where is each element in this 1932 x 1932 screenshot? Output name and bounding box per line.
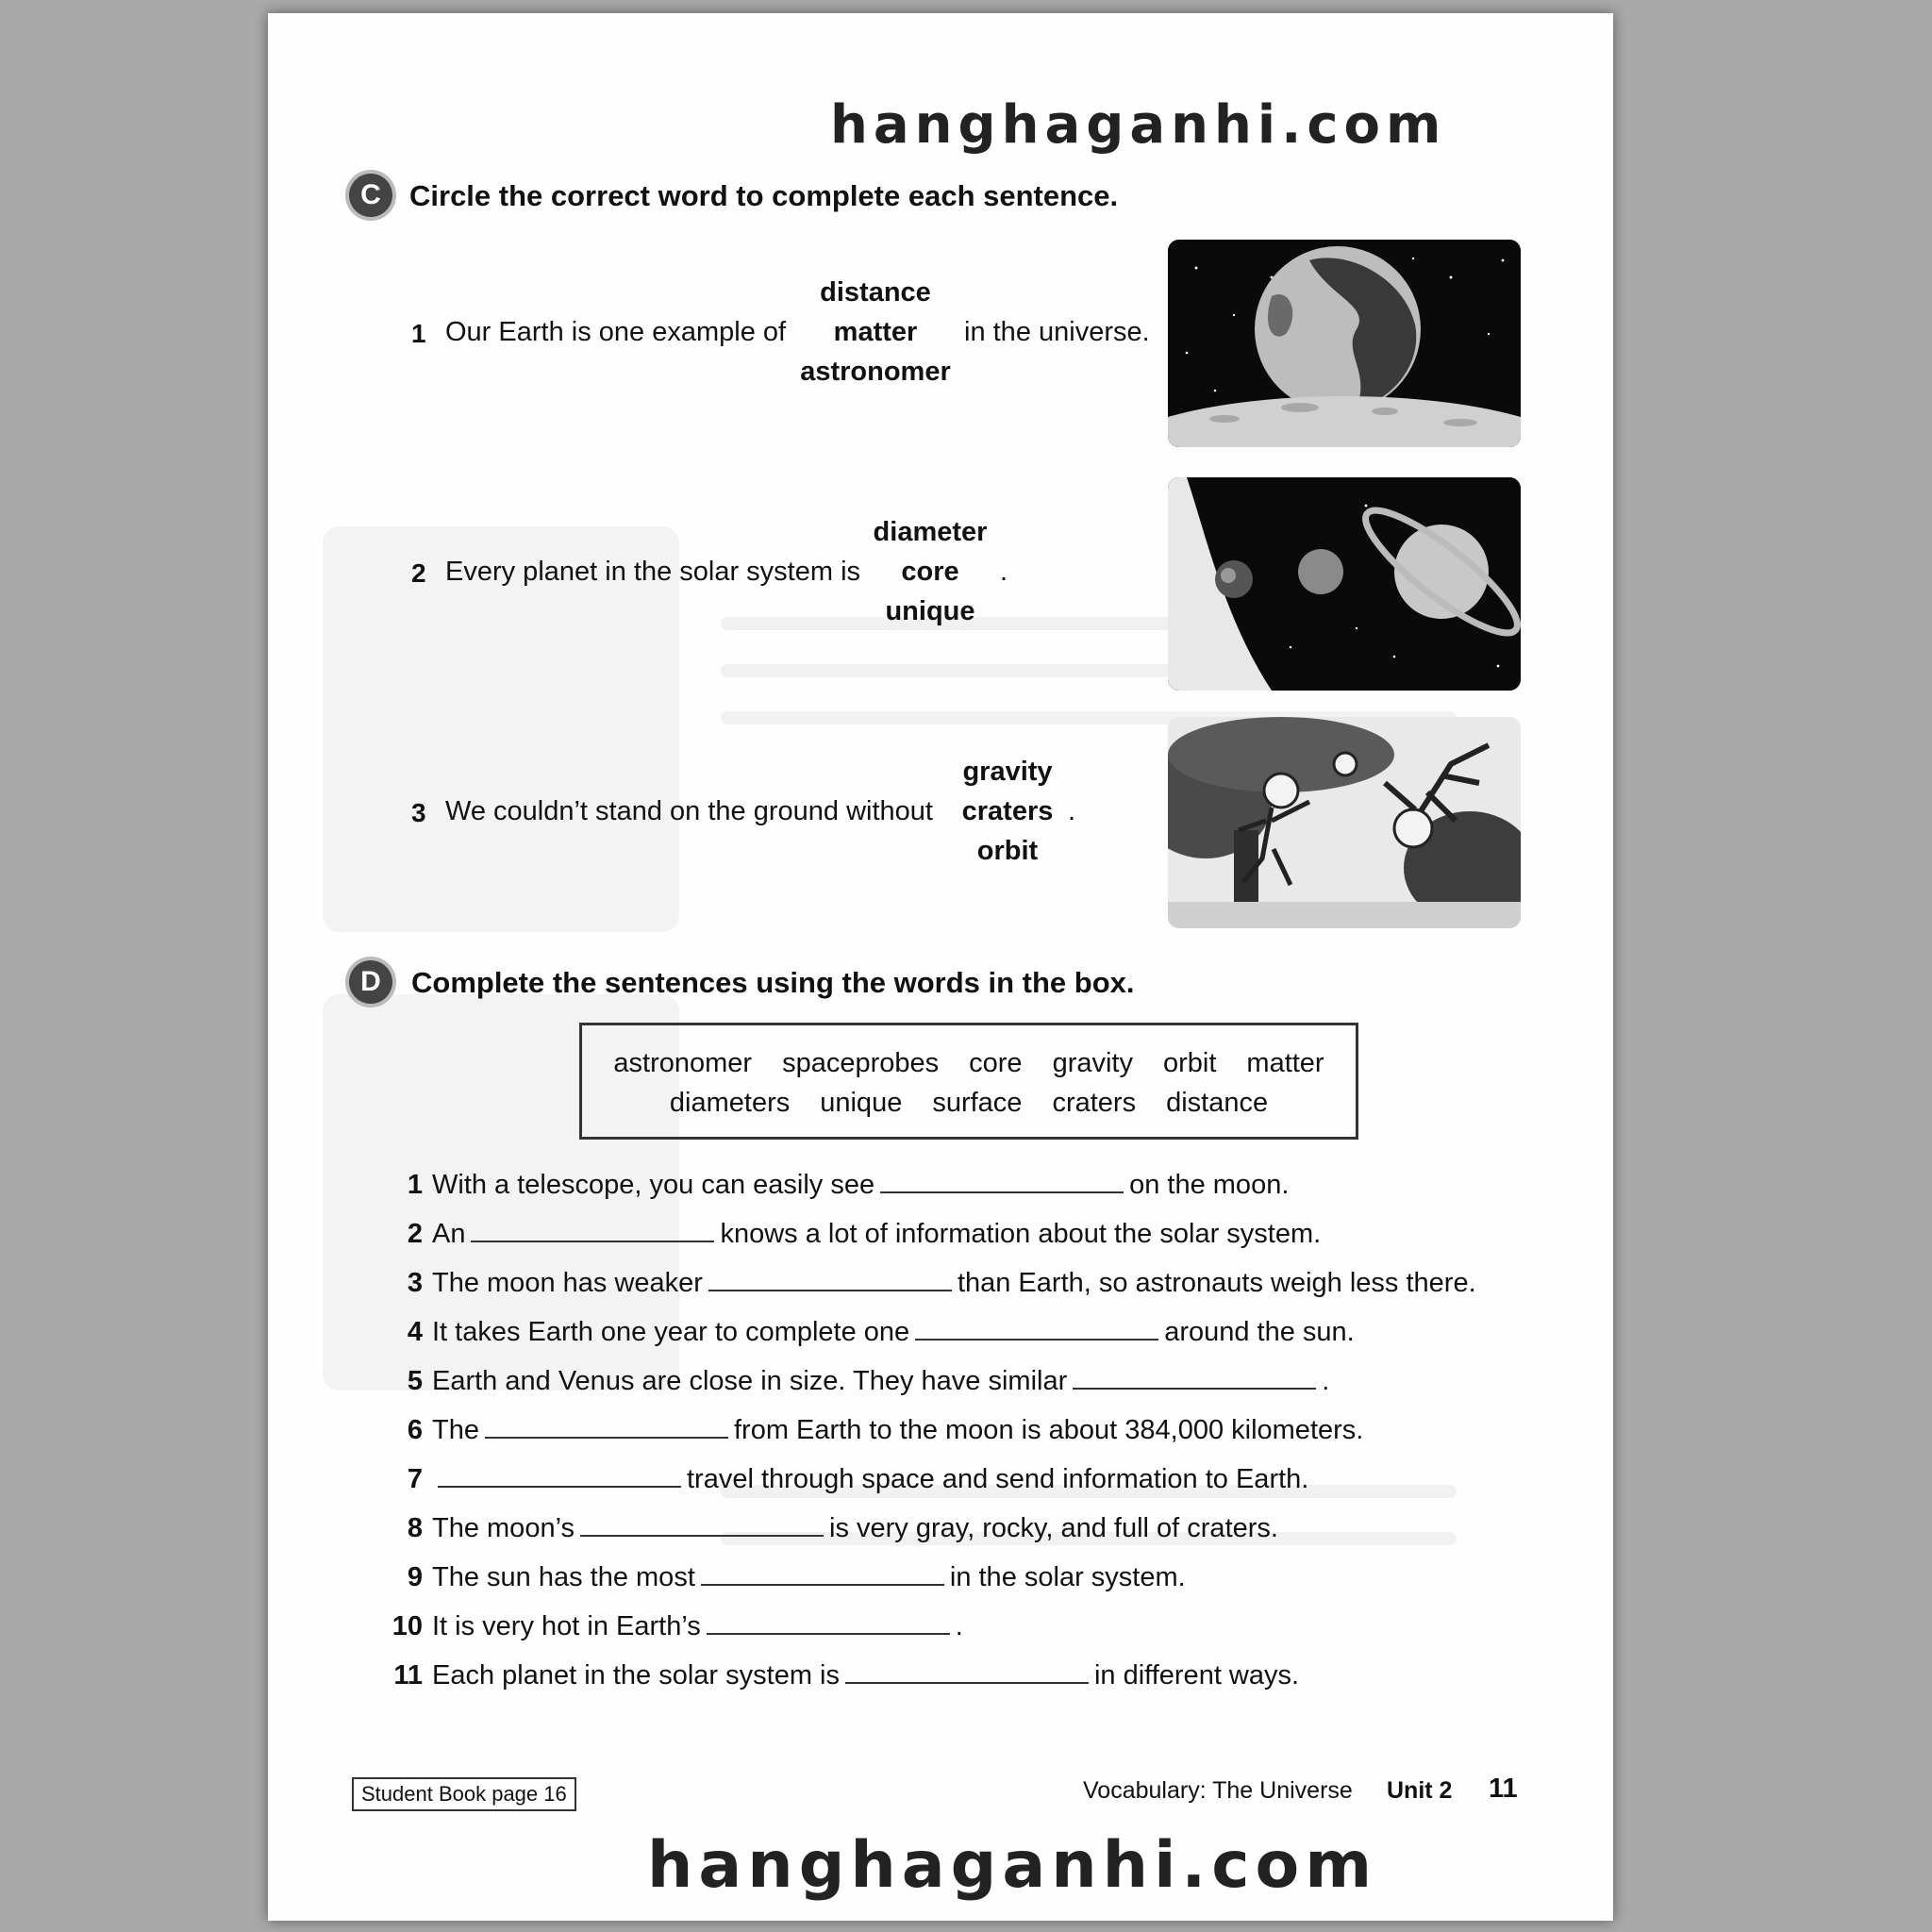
item-text-after: travel through space and send information to Earth. (687, 1464, 1309, 1494)
children-floating-illustration (1168, 717, 1521, 928)
exercise-item (377, 1268, 1476, 1299)
option-word[interactable]: gravity (962, 757, 1053, 787)
question-text: Our Earth is one example of (445, 317, 787, 347)
word-box-word: surface (932, 1088, 1023, 1118)
item-number: 6 (407, 1415, 423, 1445)
answer-blank[interactable] (880, 1171, 1124, 1193)
exercise-item (377, 1464, 1308, 1495)
item-text-after: . (1322, 1366, 1330, 1396)
exercise-item (377, 1219, 1321, 1250)
question-number: 3 (411, 798, 426, 827)
page-number: 11 (1489, 1774, 1518, 1804)
answer-blank[interactable] (438, 1465, 681, 1488)
word-box-word: unique (820, 1088, 903, 1118)
item-text-after: in different ways. (1093, 1660, 1300, 1690)
planets-illustration (1168, 477, 1521, 691)
question-text-end: in the universe. (964, 317, 1150, 347)
word-box-word: spaceprobes (782, 1048, 940, 1078)
item-number: 2 (407, 1219, 423, 1249)
option-word[interactable]: astronomer (800, 357, 951, 387)
item-text-after: from Earth to the moon is about 384,000 kilometers. (733, 1415, 1364, 1445)
option-word[interactable]: core (901, 557, 959, 587)
option-word[interactable]: matter (833, 317, 918, 347)
word-box-word: diameters (669, 1088, 791, 1118)
item-text-before: Each planet in the solar system is (432, 1660, 840, 1690)
item-text-after: . (955, 1611, 963, 1641)
question-text-end: . (1000, 557, 1008, 587)
option-word[interactable]: distance (820, 277, 931, 308)
word-box-word: astronomer (613, 1048, 753, 1078)
answer-blank[interactable] (580, 1514, 824, 1537)
item-number: 3 (407, 1268, 423, 1298)
option-word[interactable]: orbit (976, 836, 1039, 866)
option-word[interactable]: unique (885, 596, 975, 626)
exercise-item (377, 1170, 1289, 1201)
word-box-word: core (969, 1048, 1023, 1078)
item-text-before: Earth and Venus are close in size. They have similar (432, 1366, 1068, 1396)
earth-moon-illustration (1168, 240, 1521, 447)
item-text-after: is very gray, rocky, and full of craters. (829, 1513, 1278, 1543)
student-book-reference: Student Book page 16 (352, 1777, 576, 1811)
item-text-before: An (432, 1219, 466, 1249)
item-number: 10 (391, 1611, 423, 1641)
word-box-word: gravity (1052, 1048, 1133, 1078)
watermark-top: hanghaganhi.com (830, 94, 1447, 156)
section-c-badge: C (349, 174, 392, 217)
exercise-item (377, 1415, 1363, 1446)
item-text-after: than Earth, so astronauts weigh less there. (957, 1268, 1476, 1298)
answer-blank[interactable] (471, 1220, 714, 1242)
answer-blank[interactable] (708, 1269, 952, 1291)
item-number: 9 (407, 1562, 423, 1592)
word-box-word: matter (1246, 1048, 1324, 1078)
word-box (579, 1023, 1358, 1140)
item-text-after: around the sun. (1164, 1317, 1355, 1347)
item-text-before: The sun has the most (432, 1562, 695, 1592)
item-text-before: The moon’s (432, 1513, 575, 1543)
item-text-before: It takes Earth one year to complete one (432, 1317, 910, 1347)
item-text-after: knows a lot of information about the solar system. (720, 1219, 1322, 1249)
item-number: 8 (407, 1513, 423, 1543)
item-number: 4 (407, 1317, 423, 1347)
question-text: Every planet in the solar system is (445, 557, 861, 587)
item-number: 11 (393, 1660, 423, 1690)
exercise-item (377, 1562, 1186, 1593)
option-word[interactable]: diameter (873, 517, 988, 547)
item-text-before: The (432, 1415, 479, 1445)
answer-blank[interactable] (707, 1612, 950, 1635)
item-number: 1 (407, 1170, 423, 1200)
question-text: We couldn’t stand on the ground without (445, 796, 933, 826)
exercise-item (377, 1513, 1278, 1544)
children-floating-graphic (1168, 717, 1521, 928)
item-text-after: in the solar system. (949, 1562, 1186, 1592)
option-word[interactable]: craters (961, 796, 1054, 826)
section-d-badge: D (349, 960, 392, 1004)
exercise-item (377, 1611, 963, 1642)
footer-topic: Vocabulary: The Universe (1083, 1777, 1353, 1804)
question-number: 1 (411, 319, 426, 348)
section-d-title: Complete the sentences using the words in the box. (411, 966, 1135, 999)
question-text-end: . (1068, 796, 1076, 826)
item-text-before: The moon has weaker (432, 1268, 703, 1298)
item-text-after: on the moon. (1129, 1170, 1290, 1200)
item-text-before: It is very hot in Earth’s (432, 1611, 701, 1641)
exercise-item (377, 1660, 1299, 1691)
item-number: 5 (407, 1366, 423, 1396)
word-box-row-2 (582, 1088, 1356, 1119)
question-number: 2 (411, 558, 426, 588)
answer-blank[interactable] (845, 1661, 1089, 1684)
answer-blank[interactable] (915, 1318, 1158, 1341)
answer-blank[interactable] (485, 1416, 728, 1439)
word-box-word: distance (1166, 1088, 1269, 1118)
exercise-item (377, 1317, 1355, 1348)
word-box-word: orbit (1162, 1048, 1217, 1078)
section-c-title: Circle the correct word to complete each sentence. (409, 179, 1119, 212)
watermark-bottom: hanghaganhi.com (647, 1828, 1378, 1903)
earth-moon-graphic (1168, 240, 1521, 447)
word-box-row-1 (582, 1048, 1356, 1079)
footer-unit: Unit 2 (1387, 1777, 1453, 1804)
answer-blank[interactable] (1073, 1367, 1316, 1390)
word-box-word: craters (1052, 1088, 1137, 1118)
planets-graphic (1168, 477, 1521, 691)
item-number: 7 (407, 1464, 423, 1494)
item-text-before: With a telescope, you can easily see (432, 1170, 875, 1200)
answer-blank[interactable] (701, 1563, 944, 1586)
exercise-item (377, 1366, 1329, 1397)
